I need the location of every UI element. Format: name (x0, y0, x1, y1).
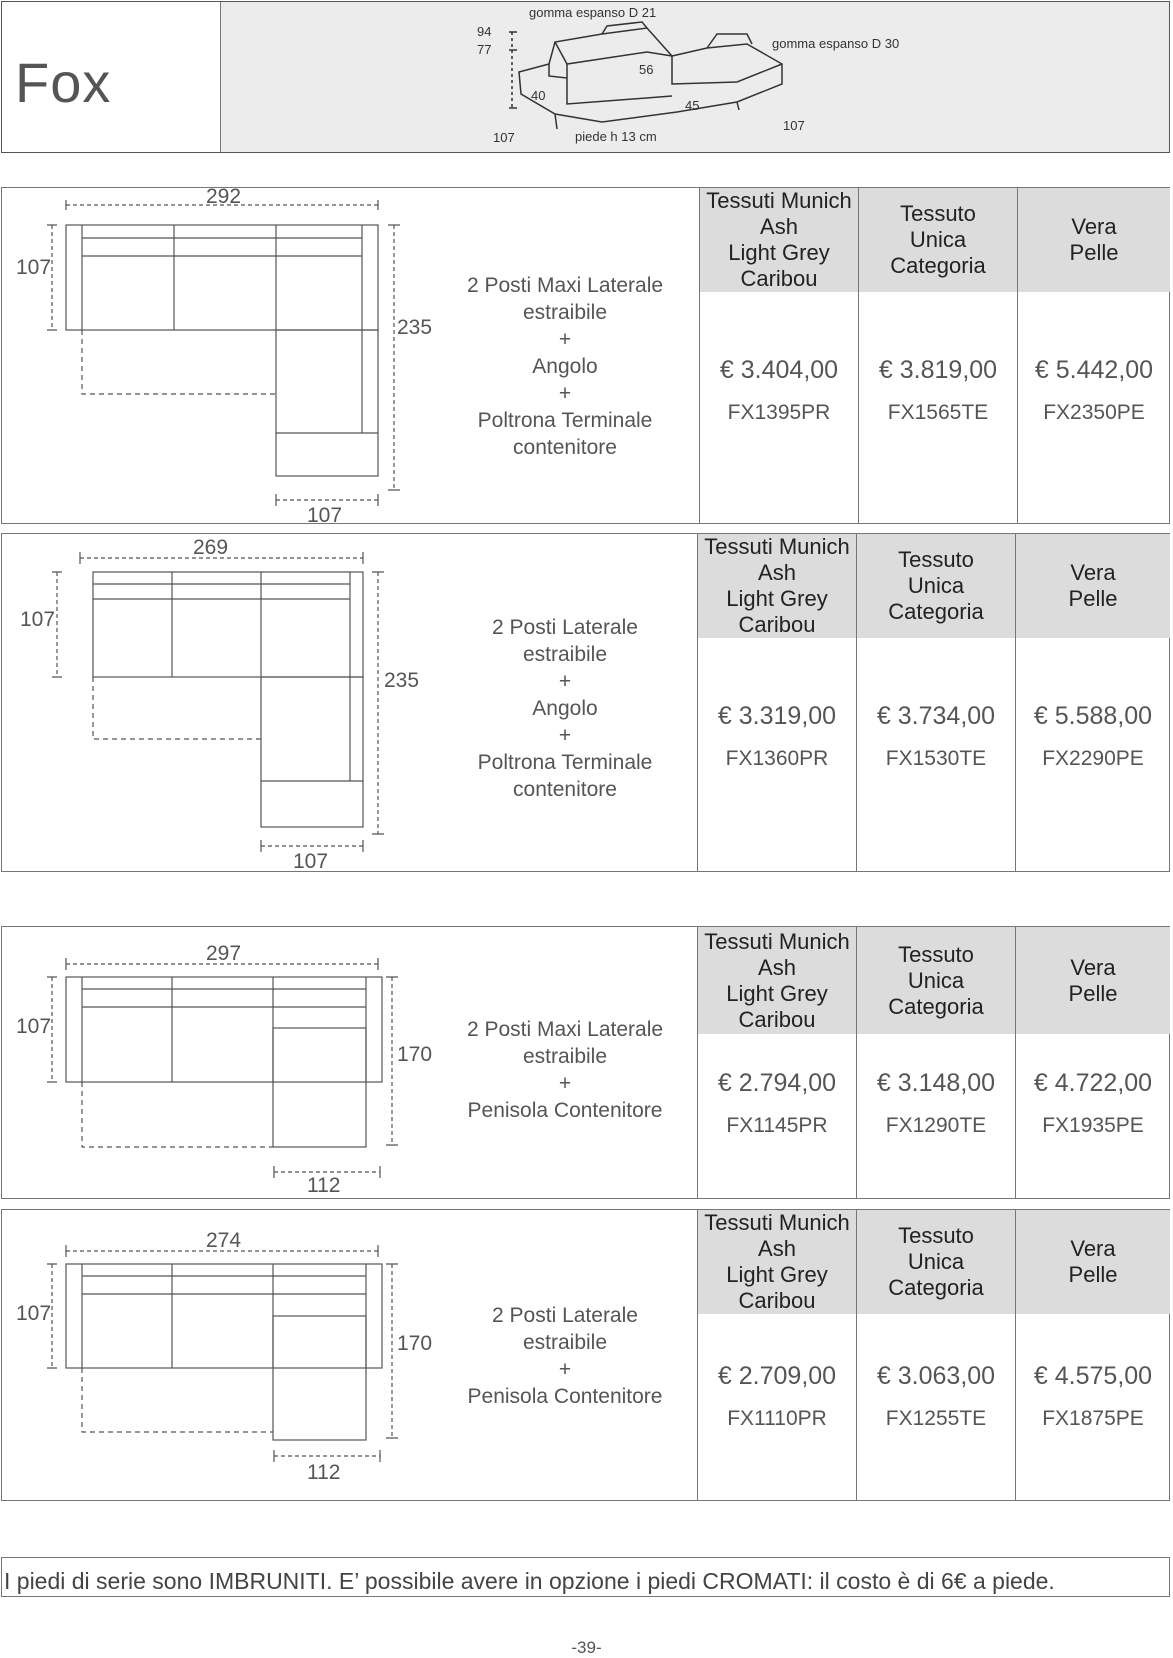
dim-length: 170 (397, 1332, 433, 1355)
desc-line: Angolo (532, 697, 598, 720)
price-leather: € 5.442,00 (1034, 356, 1154, 384)
header-line: Categoria (888, 599, 984, 624)
fabric-column (698, 927, 856, 1198)
leather-header (1016, 927, 1170, 1034)
desc-line: + (558, 328, 572, 351)
dim-94: 94 (477, 24, 492, 39)
unica-header (857, 534, 1015, 638)
sofa-plan-2 (2, 534, 462, 873)
header-line: Vera (1070, 560, 1116, 585)
header-line: Pelle (1068, 980, 1118, 1006)
header-line: Tessuti Munich (704, 534, 850, 559)
header-line: Light Grey (726, 586, 828, 611)
price-table-2 (697, 534, 1169, 871)
desc-line: 2 Posti Maxi Laterale (466, 274, 664, 297)
fabric-header (698, 927, 856, 1034)
desc-line: + (558, 1072, 572, 1095)
price-table-3 (697, 927, 1169, 1198)
desc-line: + (558, 724, 572, 747)
header-line: Pelle (1068, 586, 1118, 611)
dim-107-right: 107 (783, 118, 805, 133)
desc-line: Penisola Contenitore (467, 1099, 663, 1122)
desc-line: estraibile (522, 301, 608, 324)
code-unica: FX1290TE (885, 1114, 987, 1137)
desc-line: contenitore (513, 778, 617, 801)
code-fabric: FX1395PR (727, 401, 831, 424)
header-line: Unica (907, 1249, 965, 1274)
sofa-plan-1 (2, 185, 462, 527)
product-description-4 (435, 1302, 695, 1410)
header-line: Categoria (888, 993, 984, 1019)
fabric-column (698, 1210, 856, 1500)
unica-header (857, 1210, 1015, 1314)
desc-line: 2 Posti Laterale (492, 616, 638, 639)
price-unica: € 3.148,00 (876, 1069, 996, 1097)
header-line: Caribou (738, 1288, 816, 1313)
price-leather: € 5.588,00 (1033, 702, 1153, 730)
header-line: Tessuto (900, 201, 976, 226)
leather-header (1016, 534, 1170, 638)
code-unica: FX1255TE (885, 1407, 987, 1430)
product-section-4 (1, 1209, 1170, 1501)
fabric-header (698, 534, 856, 638)
product-description-1 (435, 272, 695, 461)
code-leather: FX2350PE (1043, 401, 1145, 424)
page-title: Fox (15, 51, 112, 114)
dim-56: 56 (639, 62, 654, 77)
header-line: Vera (1070, 1236, 1116, 1261)
code-fabric: FX1145PR (726, 1114, 828, 1137)
title-cell (2, 2, 221, 152)
sofa-plan-3 (2, 927, 462, 1200)
feet-label: piede h 13 cm (575, 129, 657, 144)
dim-depth: 107 (16, 256, 52, 279)
code-leather: FX1875PE (1042, 1407, 1144, 1430)
header-line: Categoria (890, 253, 986, 278)
header-line: Vera (1070, 954, 1116, 980)
page-number: -39- (571, 1638, 602, 1657)
feet-option-note: I piedi di serie sono IMBRUNITI. E’ possibile avere in opzione i piedi CROMATI: il costo è di 6€ a piede. (1, 1557, 1170, 1597)
desc-line: Poltrona Terminale (477, 751, 653, 774)
product-description-2 (435, 614, 695, 803)
price-table-4 (697, 1210, 1169, 1500)
header-line: Ash (758, 560, 796, 585)
price-fabric: € 2.709,00 (717, 1362, 837, 1390)
unica-column (857, 927, 1015, 1198)
header-line: Ash (758, 1236, 796, 1261)
header-box (1, 1, 1170, 153)
header-line: Pelle (1068, 1262, 1118, 1287)
code-fabric: FX1110PR (727, 1407, 827, 1430)
code-fabric: FX1360PR (725, 747, 829, 770)
price-unica: € 3.734,00 (876, 702, 996, 730)
dim-depth: 107 (16, 1302, 52, 1325)
sofa-plan-4 (2, 1210, 462, 1502)
header-line: Vera (1071, 214, 1117, 239)
price-table-1 (699, 188, 1169, 523)
header-line: Tessuto (898, 1223, 974, 1248)
leather-header (1018, 188, 1170, 292)
unica-column (857, 1210, 1015, 1500)
header-line: Caribou (738, 1006, 816, 1032)
header-line: Tessuto (898, 547, 974, 572)
header-line: Categoria (888, 1275, 984, 1300)
header-line: Pelle (1069, 240, 1119, 265)
dim-depth: 107 (16, 1015, 52, 1038)
code-unica: FX1565TE (887, 401, 989, 424)
header-line: Unica (907, 967, 965, 993)
unica-column (859, 188, 1017, 523)
product-description-3 (435, 1016, 695, 1124)
dim-end-width: 112 (307, 1461, 341, 1484)
header-line: Light Grey (726, 1262, 828, 1287)
header-line: Unica (909, 227, 967, 252)
leather-column (1016, 927, 1170, 1198)
desc-line: contenitore (513, 436, 617, 459)
product-section-1 (1, 185, 1170, 527)
code-unica: FX1530TE (885, 747, 987, 770)
header-line: Tessuti Munich (704, 928, 850, 954)
code-leather: FX2290PE (1042, 747, 1144, 770)
desc-line: 2 Posti Laterale (492, 1304, 638, 1327)
desc-line: + (558, 670, 572, 693)
unica-column (857, 534, 1015, 871)
dim-45: 45 (685, 98, 700, 113)
price-leather: € 4.722,00 (1033, 1069, 1153, 1097)
header-line: Tessuti Munich (704, 1210, 850, 1235)
header-line: Light Grey (728, 240, 830, 265)
dim-end-width: 112 (307, 1174, 341, 1197)
dim-end-width: 107 (293, 850, 329, 873)
price-unica: € 3.819,00 (878, 356, 998, 384)
dim-107-left: 107 (493, 130, 515, 145)
dim-length: 170 (397, 1043, 433, 1066)
price-fabric: € 3.404,00 (719, 356, 839, 384)
dim-depth: 107 (20, 608, 56, 631)
desc-line: 2 Posti Maxi Laterale (466, 1018, 664, 1041)
desc-line: + (558, 382, 572, 405)
header-line: Ash (760, 214, 798, 239)
dim-40: 40 (531, 88, 546, 103)
dim-77: 77 (477, 42, 492, 57)
dim-width: 297 (206, 942, 242, 965)
unica-header (859, 188, 1017, 292)
fabric-column (698, 534, 856, 871)
header-line: Tessuto (898, 941, 974, 967)
price-fabric: € 2.794,00 (717, 1069, 837, 1097)
leather-column (1016, 1210, 1170, 1500)
price-unica: € 3.063,00 (876, 1362, 996, 1390)
dim-width: 269 (193, 536, 229, 559)
sofa-profile-diagram (477, 4, 957, 150)
fabric-header (700, 188, 858, 292)
header-line: Ash (758, 954, 796, 980)
dim-length: 235 (397, 316, 433, 339)
foam-seat-label: gomma espanso D 30 (772, 36, 900, 51)
price-leather: € 4.575,00 (1033, 1362, 1153, 1390)
desc-line: Penisola Contenitore (467, 1385, 663, 1408)
header-line: Light Grey (726, 980, 828, 1006)
unica-header (857, 927, 1015, 1034)
dim-width: 274 (206, 1229, 242, 1252)
foam-back-label: gomma espanso D 21 (529, 5, 657, 20)
dim-length: 235 (384, 669, 420, 692)
fabric-column (700, 188, 858, 523)
header-line: Unica (907, 573, 965, 598)
leather-column (1016, 534, 1170, 871)
desc-line: Angolo (532, 355, 598, 378)
desc-line: + (558, 1358, 572, 1381)
leather-header (1016, 1210, 1170, 1314)
product-section-3 (1, 926, 1170, 1199)
product-section-2 (1, 533, 1170, 872)
code-leather: FX1935PE (1042, 1114, 1144, 1137)
header-line: Tessuti Munich (706, 188, 852, 213)
desc-line: estraibile (522, 1331, 608, 1354)
header-line: Caribou (740, 266, 818, 291)
header-line: Caribou (738, 612, 816, 637)
leather-column (1018, 188, 1170, 523)
desc-line: Poltrona Terminale (477, 409, 653, 432)
fabric-header (698, 1210, 856, 1314)
dim-width: 292 (206, 185, 242, 208)
desc-line: estraibile (522, 1045, 608, 1068)
price-fabric: € 3.319,00 (717, 702, 837, 730)
dim-end-width: 107 (307, 504, 343, 527)
desc-line: estraibile (522, 643, 608, 666)
